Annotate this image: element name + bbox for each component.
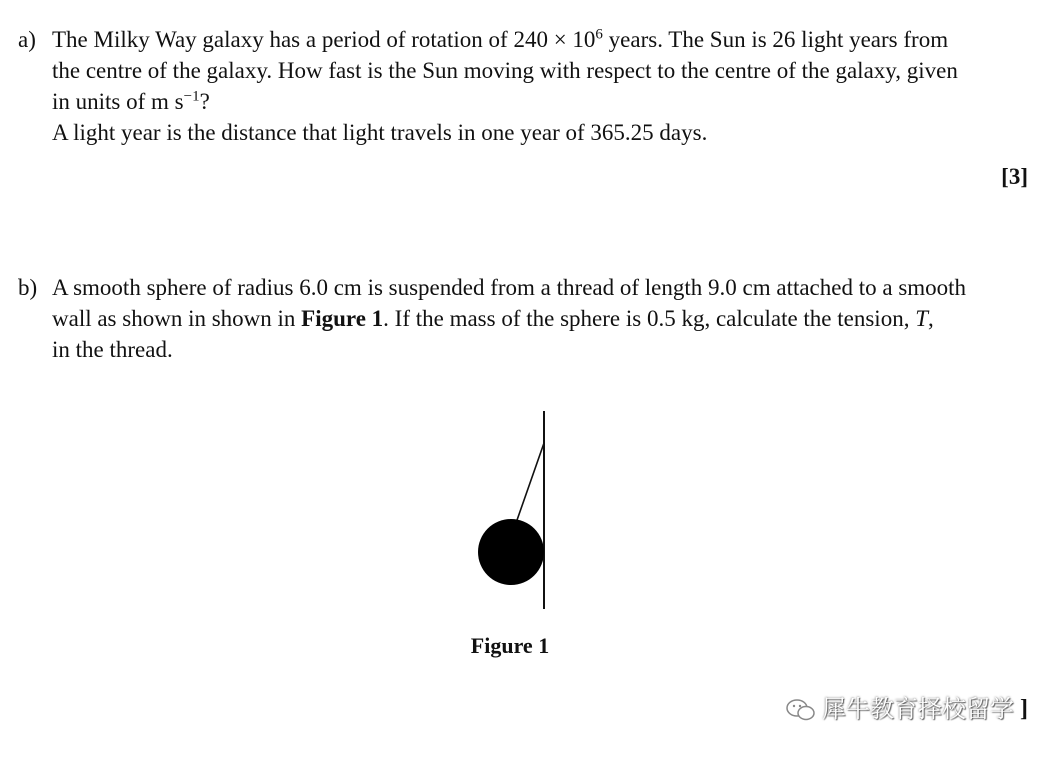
question-a-body: [52, 24, 1038, 148]
exponent: 6: [595, 26, 603, 43]
tension-variable: T: [915, 306, 928, 331]
figure-reference: Figure 1: [301, 306, 384, 331]
watermark-text: 犀牛教育择校留学: [822, 695, 1014, 723]
question-a-line-2: the centre of the galaxy. How fast is the Sun moving with respect to the centre of the galaxy, given: [52, 58, 958, 83]
sphere: [478, 519, 544, 585]
question-a-line-3-text: in units of m s: [52, 89, 184, 114]
figure-1-diagram: [470, 405, 570, 615]
figure-1-caption-text: Figure 1: [470, 633, 550, 658]
question-b-line-2-tail: ,: [928, 306, 934, 331]
question-b-line-1: A smooth sphere of radius 6.0 cm is suspended from a thread of length 9.0 cm attached to a smooth: [52, 275, 967, 300]
question-b-label: b): [18, 275, 38, 300]
question-a: [18, 24, 1038, 148]
thread-line: [516, 443, 544, 523]
question-a-label: a): [18, 27, 36, 52]
watermark: [786, 694, 1028, 725]
question-a-line-3: [52, 86, 1038, 117]
question-b-line-2-text: wall as shown in shown in: [52, 306, 302, 331]
question-a-line-1-tail: years. The Sun is 26 light years from: [602, 27, 949, 52]
question-b-line-3: in the thread.: [52, 337, 173, 362]
question-b-line-2: [52, 303, 1038, 334]
figure-1-caption: [0, 630, 1020, 661]
wechat-icon: [786, 698, 816, 722]
question-a-marks: [3]: [1001, 164, 1028, 189]
question-b-line-2-mid: . If the mass of the sphere is 0.5 kg, calculate the tension,: [383, 306, 916, 331]
question-a-line-1-text: The Milky Way galaxy has a period of rotation of 240 × 10: [52, 27, 596, 52]
question-b-body: [52, 272, 1038, 365]
unit-exponent: −1: [183, 88, 200, 105]
question-b-marks: ]: [1020, 696, 1028, 722]
question-a-line-1: [52, 24, 1038, 55]
question-a-line-4: A light year is the distance that light travels in one year of 365.25 days.: [52, 120, 708, 145]
question-a-line-3-tail: ?: [199, 89, 210, 114]
question-b: [18, 272, 1038, 365]
